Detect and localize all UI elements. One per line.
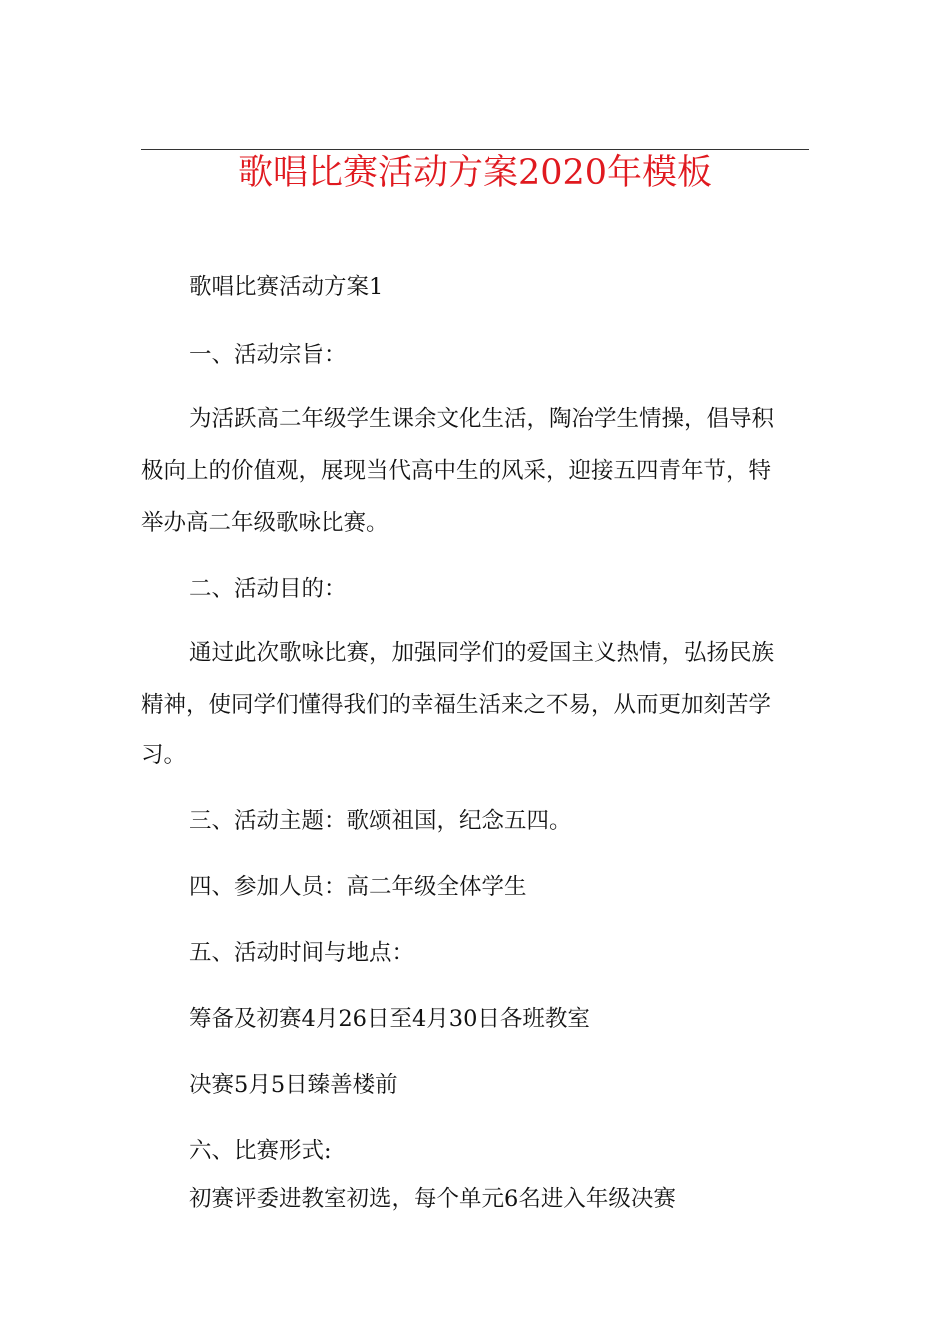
paragraph-goal-line-3: 习。 <box>141 742 187 768</box>
section-heading-goal: 二、活动目的： <box>189 576 347 602</box>
paragraph-purpose-line-1: 为活跃高二年级学生课余文化生活，陶冶学生情操，倡导积 <box>189 406 775 432</box>
document-title: 歌唱比赛活动方案2020年模板 <box>237 153 713 193</box>
section-format: 六、比赛形式: <box>189 1138 332 1164</box>
format-description: 初赛评委进教室初选，每个单元6名进入年级决赛 <box>189 1186 676 1212</box>
section-theme: 三、活动主题：歌颂祖国，纪念五四。 <box>189 808 572 834</box>
paragraph-purpose-line-3: 举办高二年级歌咏比赛。 <box>141 510 389 536</box>
section-time-place: 五、活动时间与地点： <box>189 940 415 966</box>
section-heading-purpose: 一、活动宗旨： <box>189 342 347 368</box>
schedule-preliminary: 筹备及初赛4月26日至4月30日各班教室 <box>189 1006 590 1032</box>
paragraph-purpose-line-2: 极向上的价值观，展现当代高中生的风采，迎接五四青年节，特 <box>141 458 772 484</box>
schedule-final: 决赛5月5日臻善楼前 <box>189 1072 398 1098</box>
paragraph-goal-line-2: 精神，使同学们懂得我们的幸福生活来之不易，从而更加刻苦学 <box>141 692 772 718</box>
section-heading-plan-1: 歌唱比赛活动方案1 <box>189 274 384 300</box>
section-participants: 四、参加人员：高二年级全体学生 <box>189 874 527 900</box>
paragraph-goal-line-1: 通过此次歌咏比赛，加强同学们的爱国主义热情，弘扬民族 <box>189 640 775 666</box>
